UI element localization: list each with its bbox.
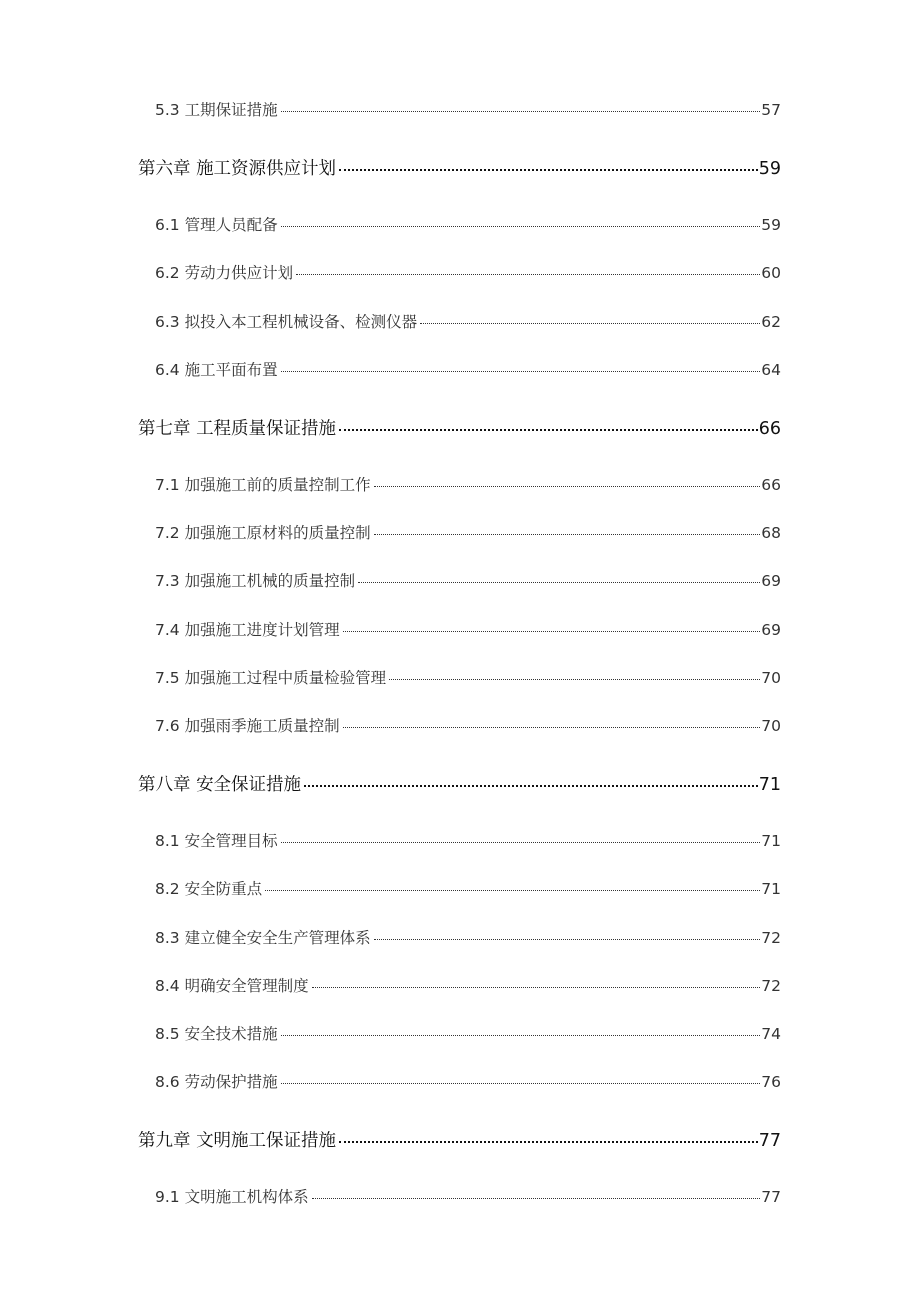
toc-entry-label: 7.2 加强施工原材料的质量控制 [155, 524, 371, 542]
toc-entry-label: 9.1 文明施工机构体系 [155, 1188, 309, 1206]
dot-leader [420, 323, 760, 324]
toc-entry-label: 第八章 安全保证措施 [138, 775, 302, 795]
toc-entry-section[interactable] [155, 1022, 781, 1044]
toc-entry-label: 6.3 拟投入本工程机械设备、检测仪器 [155, 313, 418, 331]
toc-entry-label: 7.5 加强施工过程中质量检验管理 [155, 669, 387, 687]
dot-leader [296, 274, 760, 275]
toc-entry-page-number: 60 [761, 264, 781, 282]
toc-entry-section[interactable] [155, 877, 781, 899]
toc-entry-section[interactable] [155, 829, 781, 851]
toc-entry-section[interactable] [155, 213, 781, 235]
dot-leader [389, 679, 760, 680]
dot-leader [374, 534, 761, 535]
dot-leader [374, 939, 761, 940]
toc-entry-label: 7.4 加强施工进度计划管理 [155, 621, 340, 639]
dot-leader [339, 429, 758, 431]
dot-leader [281, 842, 761, 843]
toc-entry-label: 第六章 施工资源供应计划 [138, 159, 337, 179]
toc-entry-section[interactable] [155, 974, 781, 996]
toc-entry-label: 8.6 劳动保护措施 [155, 1073, 278, 1091]
toc-entry-label: 8.5 安全技术措施 [155, 1025, 278, 1043]
toc-entry-label: 6.2 劳动力供应计划 [155, 264, 294, 282]
toc-entry-section[interactable] [155, 1185, 781, 1207]
toc-entry-page-number: 68 [761, 524, 781, 542]
dot-leader [304, 785, 758, 787]
toc-entry-page-number: 71 [761, 880, 781, 898]
toc-entry-section[interactable] [155, 521, 781, 543]
dot-leader [358, 582, 760, 583]
toc-entry-section[interactable] [155, 926, 781, 948]
toc-entry-section[interactable] [155, 569, 781, 591]
toc-entry-section[interactable] [155, 1070, 781, 1092]
toc-entry-label: 8.4 明确安全管理制度 [155, 977, 309, 995]
toc-entry-page-number: 66 [761, 476, 781, 494]
toc-entry-page-number: 72 [761, 929, 781, 947]
toc-entry-label: 6.1 管理人员配备 [155, 216, 278, 234]
dot-leader [281, 111, 761, 112]
toc-entry-page-number: 57 [761, 101, 781, 119]
dot-leader [312, 1198, 761, 1199]
toc-entry-label: 7.1 加强施工前的质量控制工作 [155, 476, 371, 494]
dot-leader [374, 486, 761, 487]
toc-entry-page-number: 64 [761, 361, 781, 379]
toc-entry-chapter[interactable] [138, 771, 781, 796]
toc-entry-page-number: 66 [758, 419, 781, 439]
toc-entry-page-number: 76 [761, 1073, 781, 1091]
toc-entry-page-number: 70 [761, 717, 781, 735]
dot-leader [281, 1083, 761, 1084]
toc-entry-page-number: 71 [758, 775, 781, 795]
toc-entry-section[interactable] [155, 358, 781, 380]
toc-entry-page-number: 71 [761, 832, 781, 850]
toc-entry-label: 第九章 文明施工保证措施 [138, 1131, 337, 1151]
toc-entry-page-number: 59 [761, 216, 781, 234]
toc-entry-page-number: 69 [761, 621, 781, 639]
toc-entry-chapter[interactable] [138, 155, 781, 180]
toc-entry-page-number: 62 [761, 313, 781, 331]
toc-entry-chapter[interactable] [138, 1127, 781, 1152]
toc-entry-page-number: 69 [761, 572, 781, 590]
toc-entry-section[interactable] [155, 666, 781, 688]
toc-entry-section[interactable] [155, 618, 781, 640]
toc-entry-section[interactable] [155, 310, 781, 332]
dot-leader [343, 631, 761, 632]
dot-leader [265, 890, 760, 891]
dot-leader [343, 727, 761, 728]
dot-leader [339, 169, 758, 171]
toc-entry-page-number: 70 [761, 669, 781, 687]
toc-entry-section[interactable] [155, 473, 781, 495]
toc-entry-page-number: 77 [758, 1131, 781, 1151]
toc-entry-section[interactable] [155, 98, 781, 120]
toc-entry-label: 第七章 工程质量保证措施 [138, 419, 337, 439]
toc-entry-label: 6.4 施工平面布置 [155, 361, 278, 379]
dot-leader [281, 1035, 761, 1036]
toc-entry-label: 8.3 建立健全安全生产管理体系 [155, 929, 371, 947]
toc-entry-label: 7.6 加强雨季施工质量控制 [155, 717, 340, 735]
toc-entry-chapter[interactable] [138, 415, 781, 440]
toc-entry-label: 7.3 加强施工机械的质量控制 [155, 572, 356, 590]
dot-leader [281, 226, 761, 227]
toc-entry-section[interactable] [155, 261, 781, 283]
dot-leader [312, 987, 761, 988]
toc-entry-label: 8.1 安全管理目标 [155, 832, 278, 850]
toc-entry-section[interactable] [155, 714, 781, 736]
toc-entry-page-number: 59 [758, 159, 781, 179]
dot-leader [281, 371, 761, 372]
toc-entry-page-number: 74 [761, 1025, 781, 1043]
toc-entry-label: 5.3 工期保证措施 [155, 101, 278, 119]
toc-entry-page-number: 72 [761, 977, 781, 995]
toc-entry-page-number: 77 [761, 1188, 781, 1206]
toc-entry-label: 8.2 安全防重点 [155, 880, 263, 898]
dot-leader [339, 1141, 758, 1143]
